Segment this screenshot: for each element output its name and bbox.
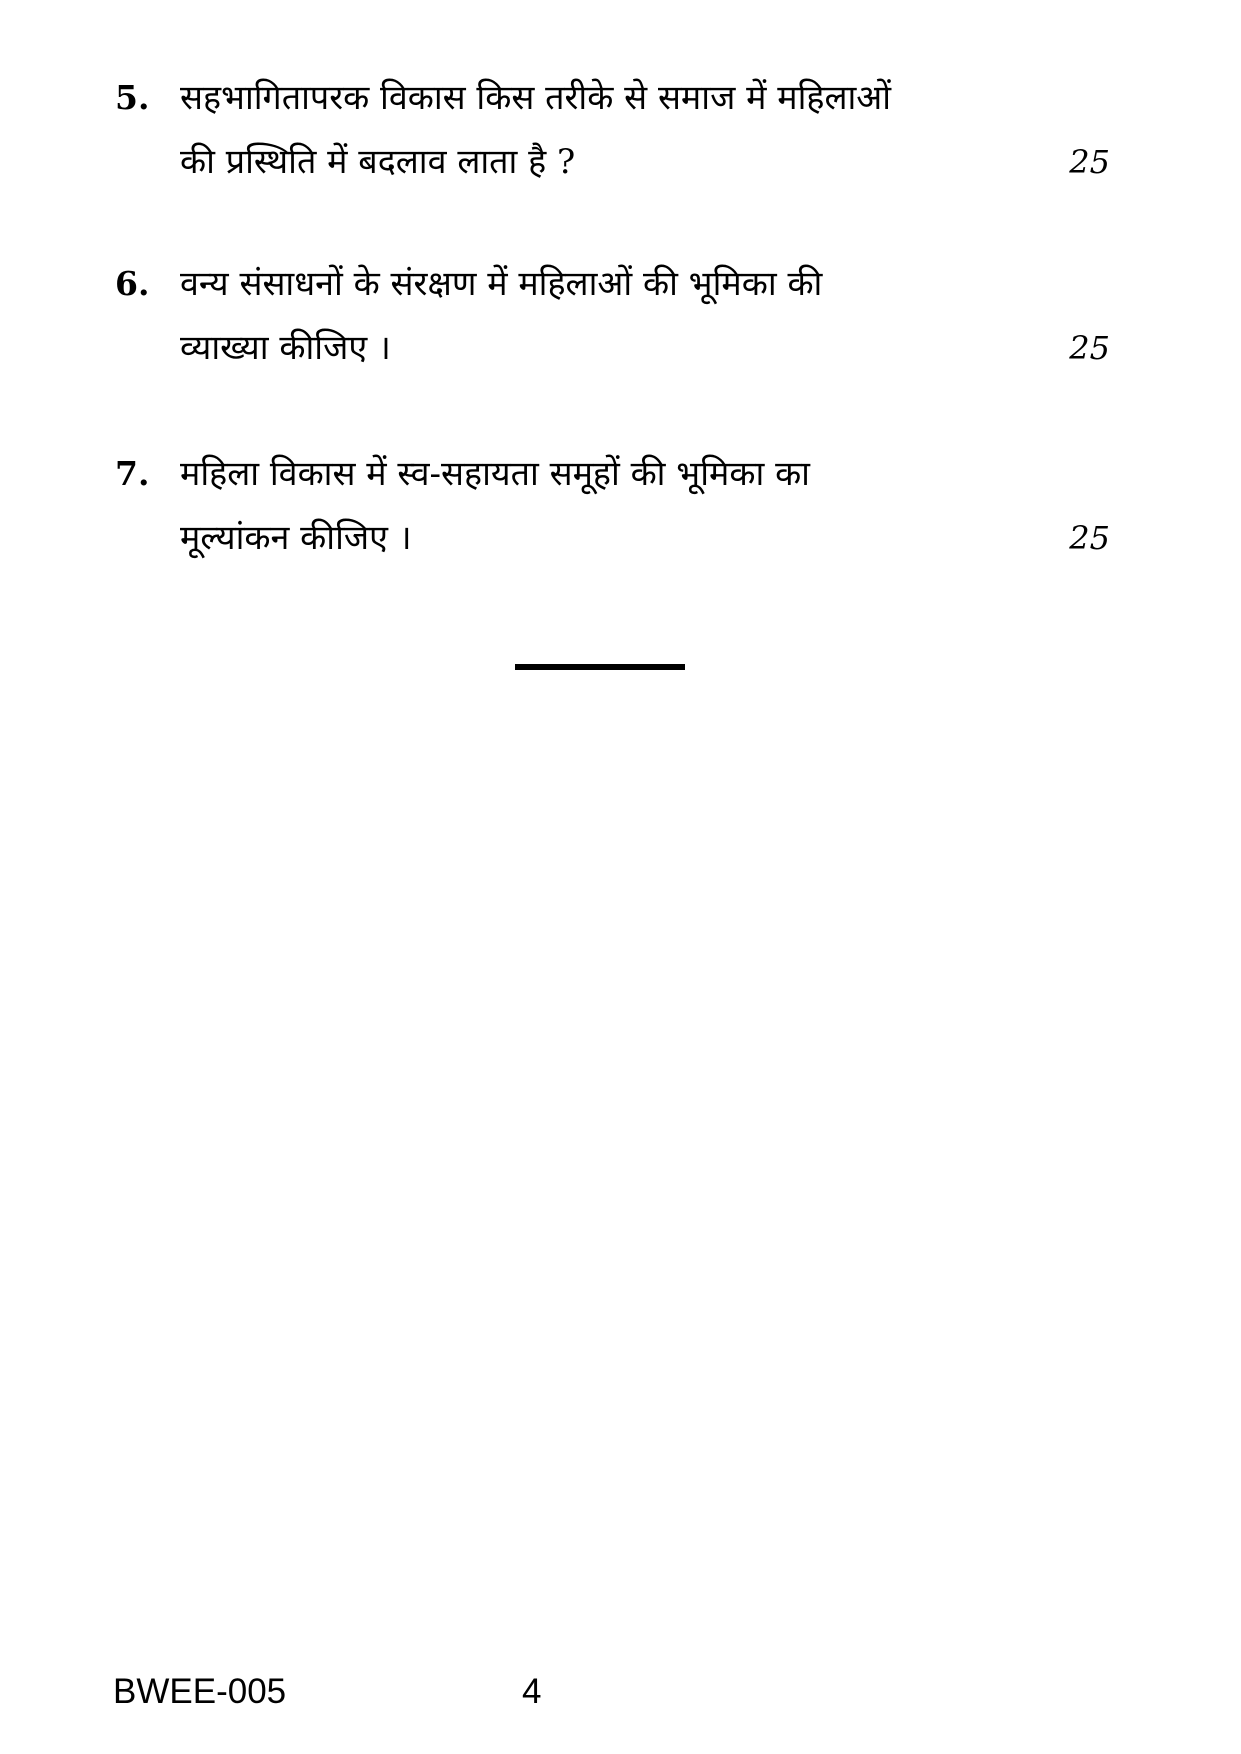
question-marks: 25 xyxy=(1069,519,1110,557)
question-marks: 25 xyxy=(1069,329,1110,367)
question-text-line-1: सहभागितापरक विकास किस तरीके से समाज में महिलाओं xyxy=(180,78,892,118)
question-text-line-2: की प्रस्थिति में बदलाव लाता है ? xyxy=(180,142,576,182)
question-text xyxy=(180,442,1110,570)
question-text-line-2: मूल्यांकन कीजिए । xyxy=(180,518,412,558)
question-text-line-2: व्याख्या कीजिए । xyxy=(180,328,391,368)
question-line-2-row xyxy=(180,130,1110,194)
question-line-2-row xyxy=(180,316,1110,380)
question-line-2-row xyxy=(180,506,1110,570)
question-number: 5. xyxy=(115,78,150,117)
question-text xyxy=(180,252,1110,380)
question-number: 6. xyxy=(115,264,150,303)
question-text-line-1: वन्य संसाधनों के संरक्षण में महिलाओं की भूमिका की xyxy=(180,264,823,304)
end-divider-rule xyxy=(515,664,685,670)
footer-course-code: BWEE-005 xyxy=(113,1672,287,1711)
footer-page-number: 4 xyxy=(522,1672,542,1711)
question-text xyxy=(180,66,1110,194)
question-marks: 25 xyxy=(1069,143,1110,181)
question-text-line-1: महिला विकास में स्व-सहायता समूहों की भूमिका का xyxy=(180,454,810,494)
question-number: 7. xyxy=(115,454,150,493)
